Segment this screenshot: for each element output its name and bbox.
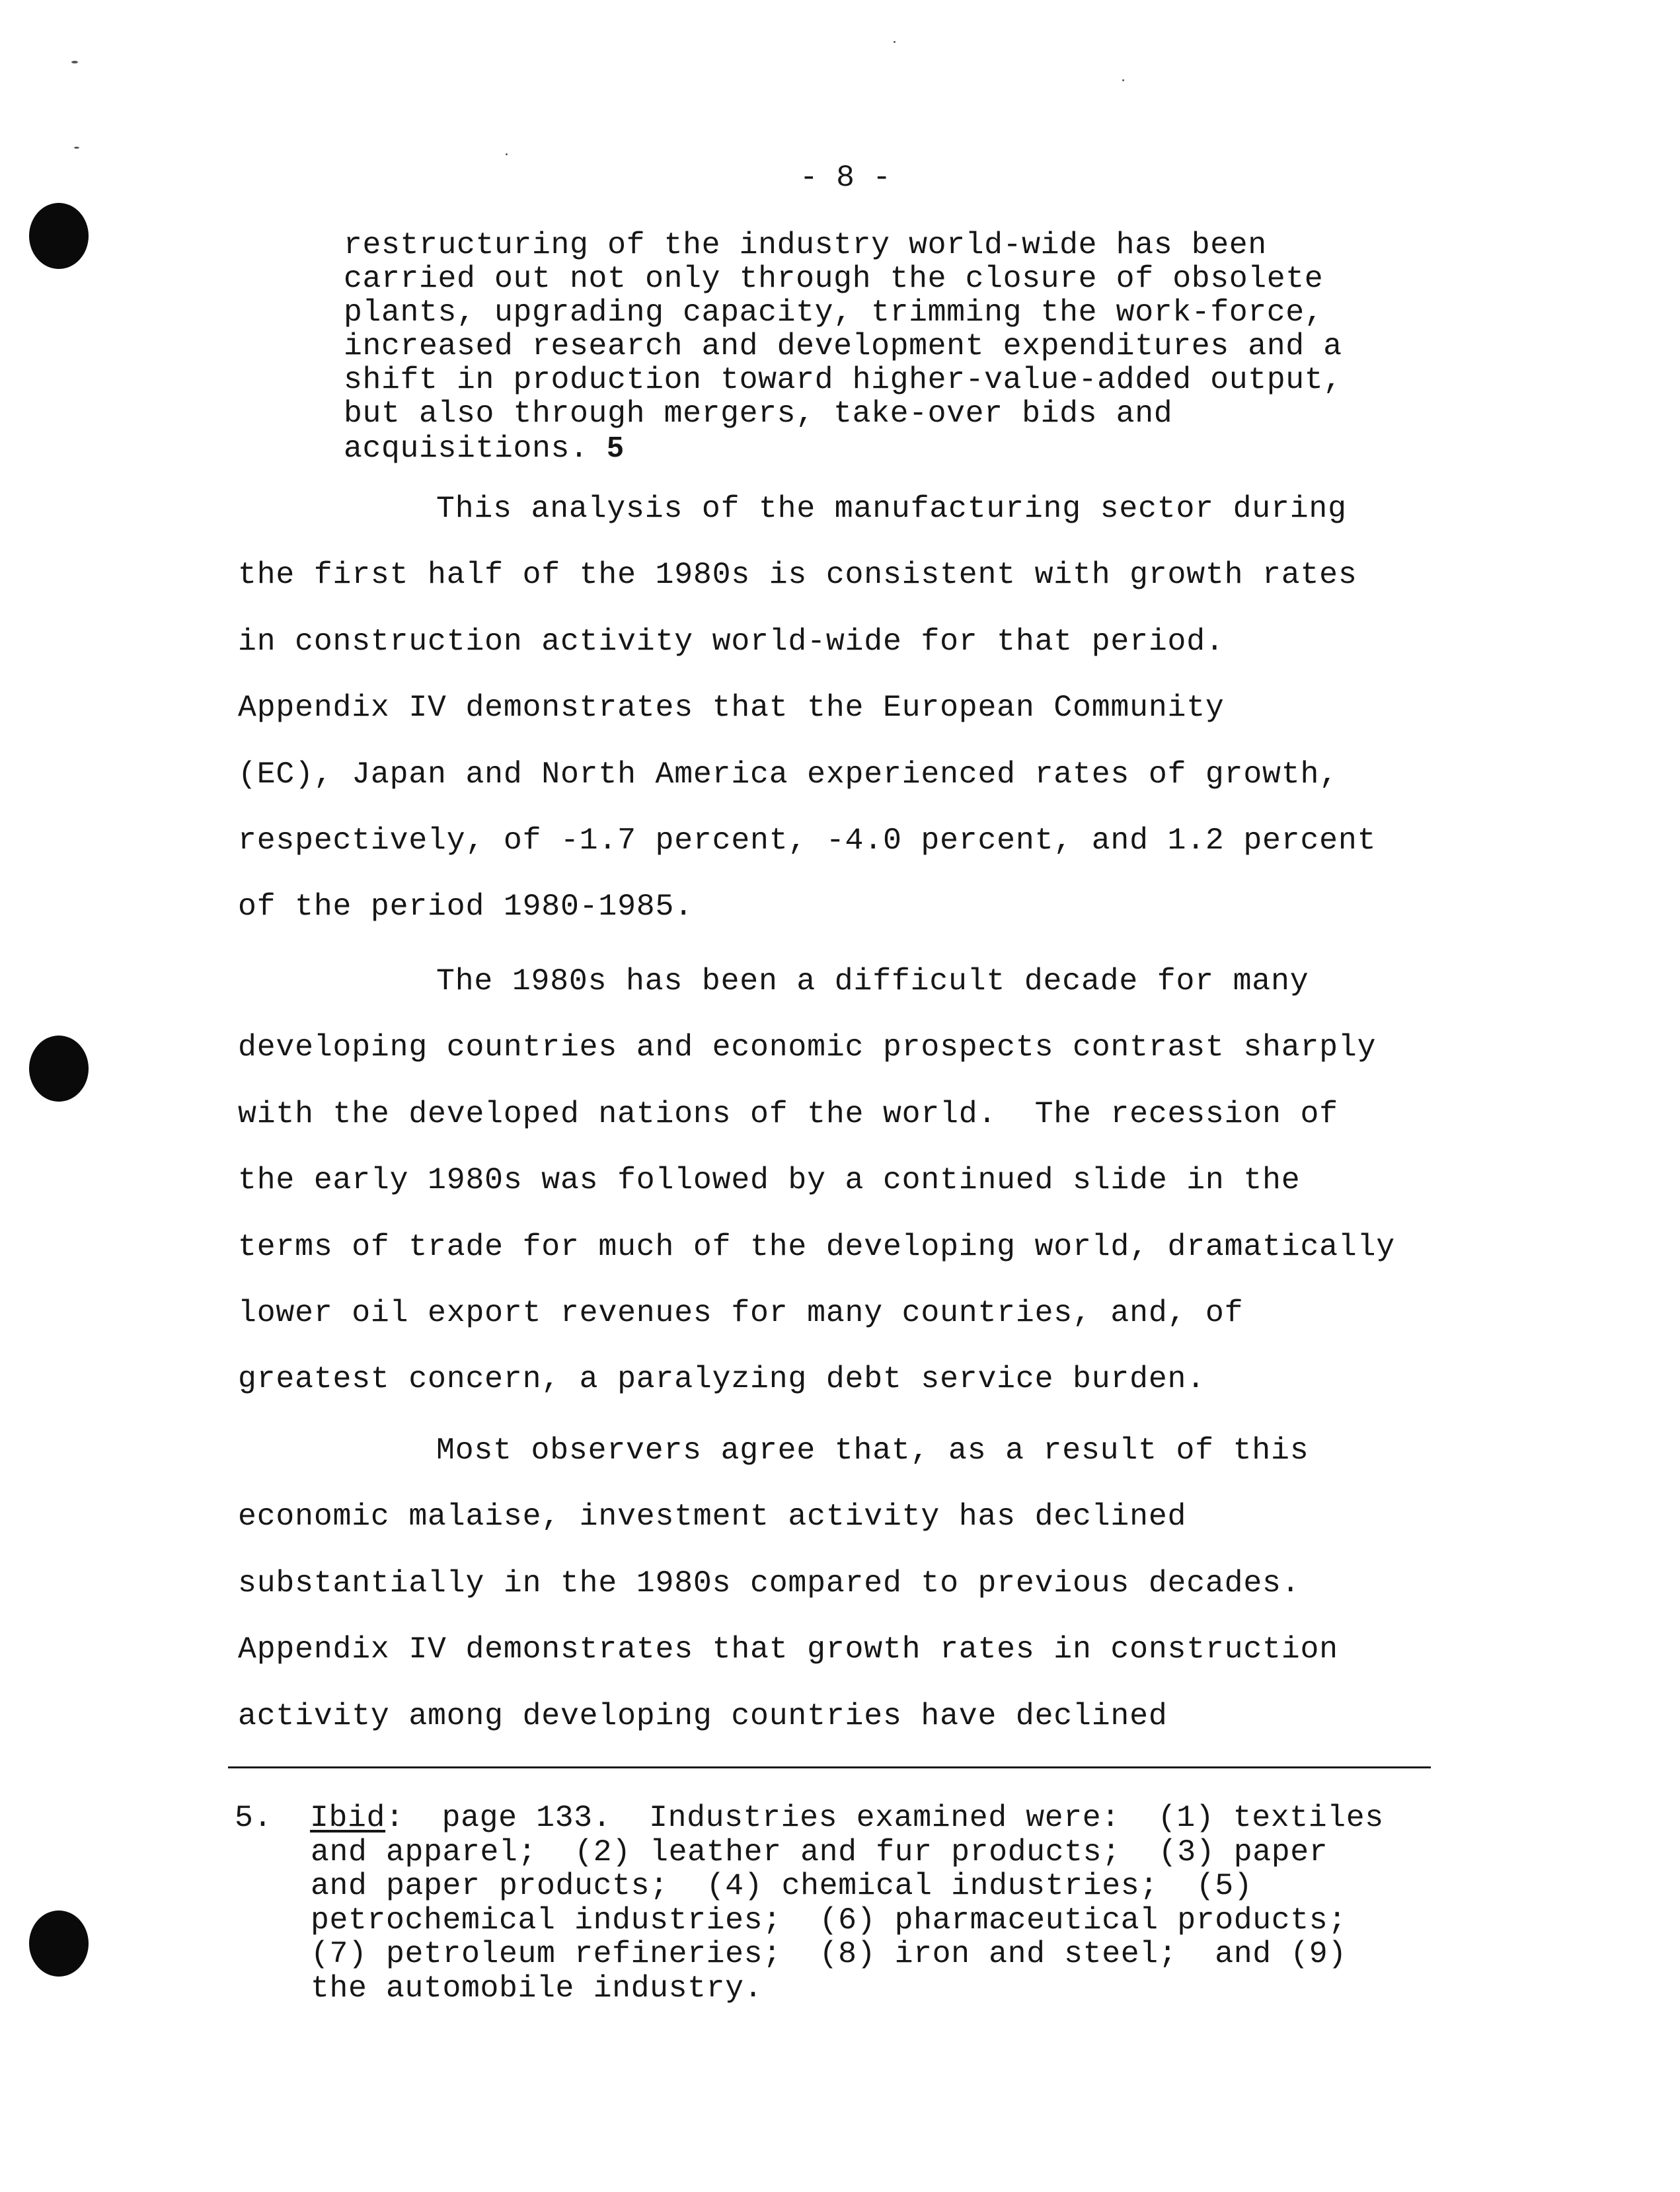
- punch-hole: [29, 1036, 89, 1102]
- footnote-line: petrochemical industries; (6) pharmaceutical products;: [311, 1902, 1347, 1938]
- footnote-line: and paper products; (4) chemical industries; (5): [311, 1868, 1253, 1903]
- paragraph-line: Most observers agree that, as a result of this: [436, 1433, 1309, 1468]
- footnote-number: 5.: [235, 1800, 273, 1835]
- paragraph-line: (EC), Japan and North America experienced rates of growth,: [238, 756, 1338, 792]
- scan-speck: [71, 61, 78, 63]
- footnote-line: and apparel; (2) leather and fur products; (3) paper: [311, 1834, 1328, 1870]
- block-quote-line: restructuring of the industry world-wide has been: [344, 227, 1267, 262]
- punch-hole: [29, 1910, 89, 1977]
- paragraph-line: the first half of the 1980s is consistent with growth rates: [238, 557, 1357, 593]
- paragraph-line: Appendix IV demonstrates that growth rates in construction: [238, 1632, 1338, 1667]
- paragraph-line: economic malaise, investment activity has declined: [238, 1499, 1187, 1534]
- paragraph-line: respectively, of -1.7 percent, -4.0 percent, and 1.2 percent: [238, 822, 1377, 858]
- paragraph-line: greatest concern, a paralyzing debt service burden.: [238, 1361, 1205, 1397]
- page-number: - 8 -: [800, 161, 892, 195]
- paragraph-line: in construction activity world-wide for that period.: [238, 623, 1225, 659]
- paragraph-line: with the developed nations of the world. The recession of: [238, 1096, 1338, 1131]
- paragraph-line: of the period 1980-1985.: [238, 889, 693, 925]
- paragraph-line: substantially in the 1980s compared to previous decades.: [238, 1565, 1301, 1601]
- paragraph: [238, 492, 1467, 957]
- paragraph-line: lower oil export revenues for many countries, and, of: [238, 1295, 1244, 1330]
- block-quote-line: shift in production toward higher-value-added output,: [344, 362, 1342, 397]
- footnote-line: [235, 1801, 1464, 1835]
- block-quote: [344, 228, 1441, 465]
- scan-speck: [506, 153, 508, 155]
- paragraph-line: developing countries and economic prospects contrast sharply: [238, 1030, 1377, 1065]
- footnote-reference: 5: [607, 431, 624, 463]
- paragraph-line: terms of trade for much of the developing world, dramatically: [238, 1228, 1395, 1264]
- paragraph-line: The 1980s has been a difficult decade for many: [436, 964, 1309, 999]
- block-quote-line: [344, 430, 1441, 465]
- paragraph: [238, 1434, 1467, 1766]
- block-quote-line-text: acquisitions.: [344, 431, 589, 466]
- block-quote-line: carried out not only through the closure of obsolete: [344, 261, 1324, 296]
- block-quote-line: but also through mergers, take-over bids and: [344, 396, 1173, 431]
- footnote-separator: [228, 1766, 1431, 1768]
- footnote-line: (7) petroleum refineries; (8) iron and steel; and (9): [311, 1936, 1347, 1971]
- block-quote-line: increased research and development expenditures and a: [344, 328, 1342, 363]
- paragraph-line: Appendix IV demonstrates that the European Community: [238, 690, 1225, 726]
- paragraph: [238, 965, 1467, 1429]
- scan-speck: [74, 147, 79, 149]
- paragraph-line: This analysis of the manufacturing sector during: [436, 491, 1347, 526]
- punch-hole: [29, 203, 89, 269]
- footnote-text: : page 133. Industries examined were: (1) textiles: [385, 1800, 1384, 1835]
- block-quote-line: plants, upgrading capacity, trimming the work-force,: [344, 295, 1324, 330]
- scan-speck: [1122, 79, 1124, 81]
- paragraph-line: the early 1980s was followed by a continued slide in the: [238, 1162, 1301, 1198]
- footnote: [235, 1801, 1464, 2005]
- scan-speck: [894, 41, 896, 43]
- paragraph-line: activity among developing countries have declined: [238, 1698, 1168, 1733]
- footnote-line: the automobile industry.: [311, 1970, 763, 2006]
- footnote-ibid: Ibid: [310, 1800, 386, 1835]
